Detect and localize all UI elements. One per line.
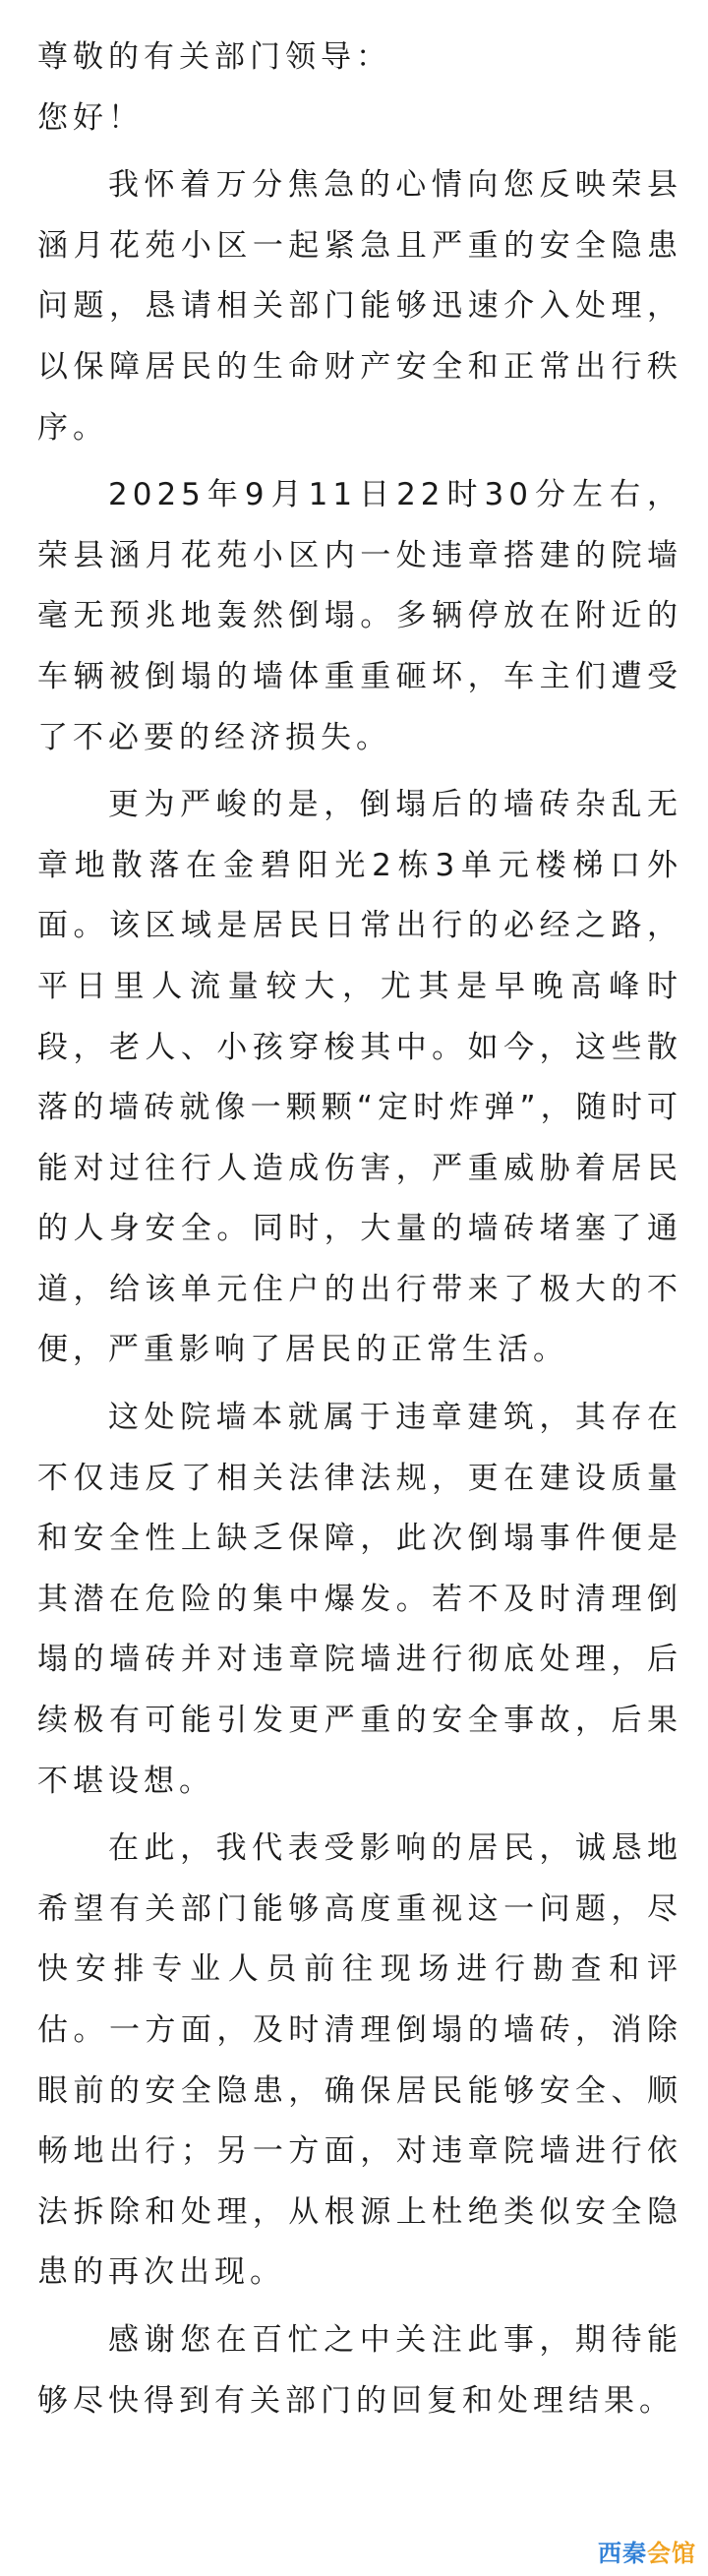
paragraph-intro: 我怀着万分焦急的心情向您反映荣县涵月花苑小区一起紧急且严重的安全隐患问题，恳请相关部门能够迅速介入处理，以保障居民的生命财产安全和正常出行秩序。	[37, 167, 682, 446]
paragraph-request: 在此，我代表受影响的居民，诚恳地希望有关部门能够高度重视这一问题，尽快安排专业人员前往现场进行勘查和评估。一方面，及时清理倒塌的墙砖，消除眼前的安全隐患，确保居民能够安全、顺畅地出行；另一方面，对违章院墙进行依法拆除和处理，从根源上杜绝类似安全隐患的再次出现。	[37, 1830, 682, 2291]
paragraph-danger: 更为严峻的是，倒塌后的墙砖杂乱无章地散落在金碧阳光2栋3单元楼梯口外面。该区域是居民日常出行的必经之路，平日里人流量较大，尤其是早晚高峰时段，老人、小孩穿梭其中。如今，这些散落的墙砖就像一颗颗“定时炸弹”，随时可能对过往行人造成伤害，严重威胁着居民的人身安全。同时，大量的墙砖堵塞了通道，给该单元住户的出行带来了极大的不便，严重影响了居民的正常生活。	[37, 787, 682, 1368]
paragraph-illegal-wall: 这处院墙本就属于违章建筑，其存在不仅违反了相关法律法规，更在建设质量和安全性上缺乏保障，此次倒塌事件便是其潜在危险的集中爆发。若不及时清理倒塌的墙砖并对违章院墙进行彻底处理，后续极有可能引发更严重的安全事故，后果不堪设想。	[37, 1400, 682, 1799]
paragraph-incident: 2025年9月11日22时30分左右，荣县涵月花苑小区内一处违章搭建的院墙毫无预兆地轰然倒塌。多辆停放在附近的车辆被倒塌的墙体重重砸坏，车主们遭受了不必要的经济损失。	[37, 477, 682, 755]
watermark-text-b: 会馆	[647, 2540, 696, 2567]
salutation: 尊敬的有关部门领导：	[37, 39, 391, 75]
watermark-logo	[598, 2534, 696, 2568]
greeting: 您好！	[37, 99, 144, 136]
letter-body	[37, 28, 682, 2431]
watermark-text-a: 西秦	[598, 2540, 647, 2567]
paragraph-thanks: 感谢您在百忙之中关注此事，期待能够尽快得到有关部门的回复和处理结果。	[37, 2321, 682, 2419]
